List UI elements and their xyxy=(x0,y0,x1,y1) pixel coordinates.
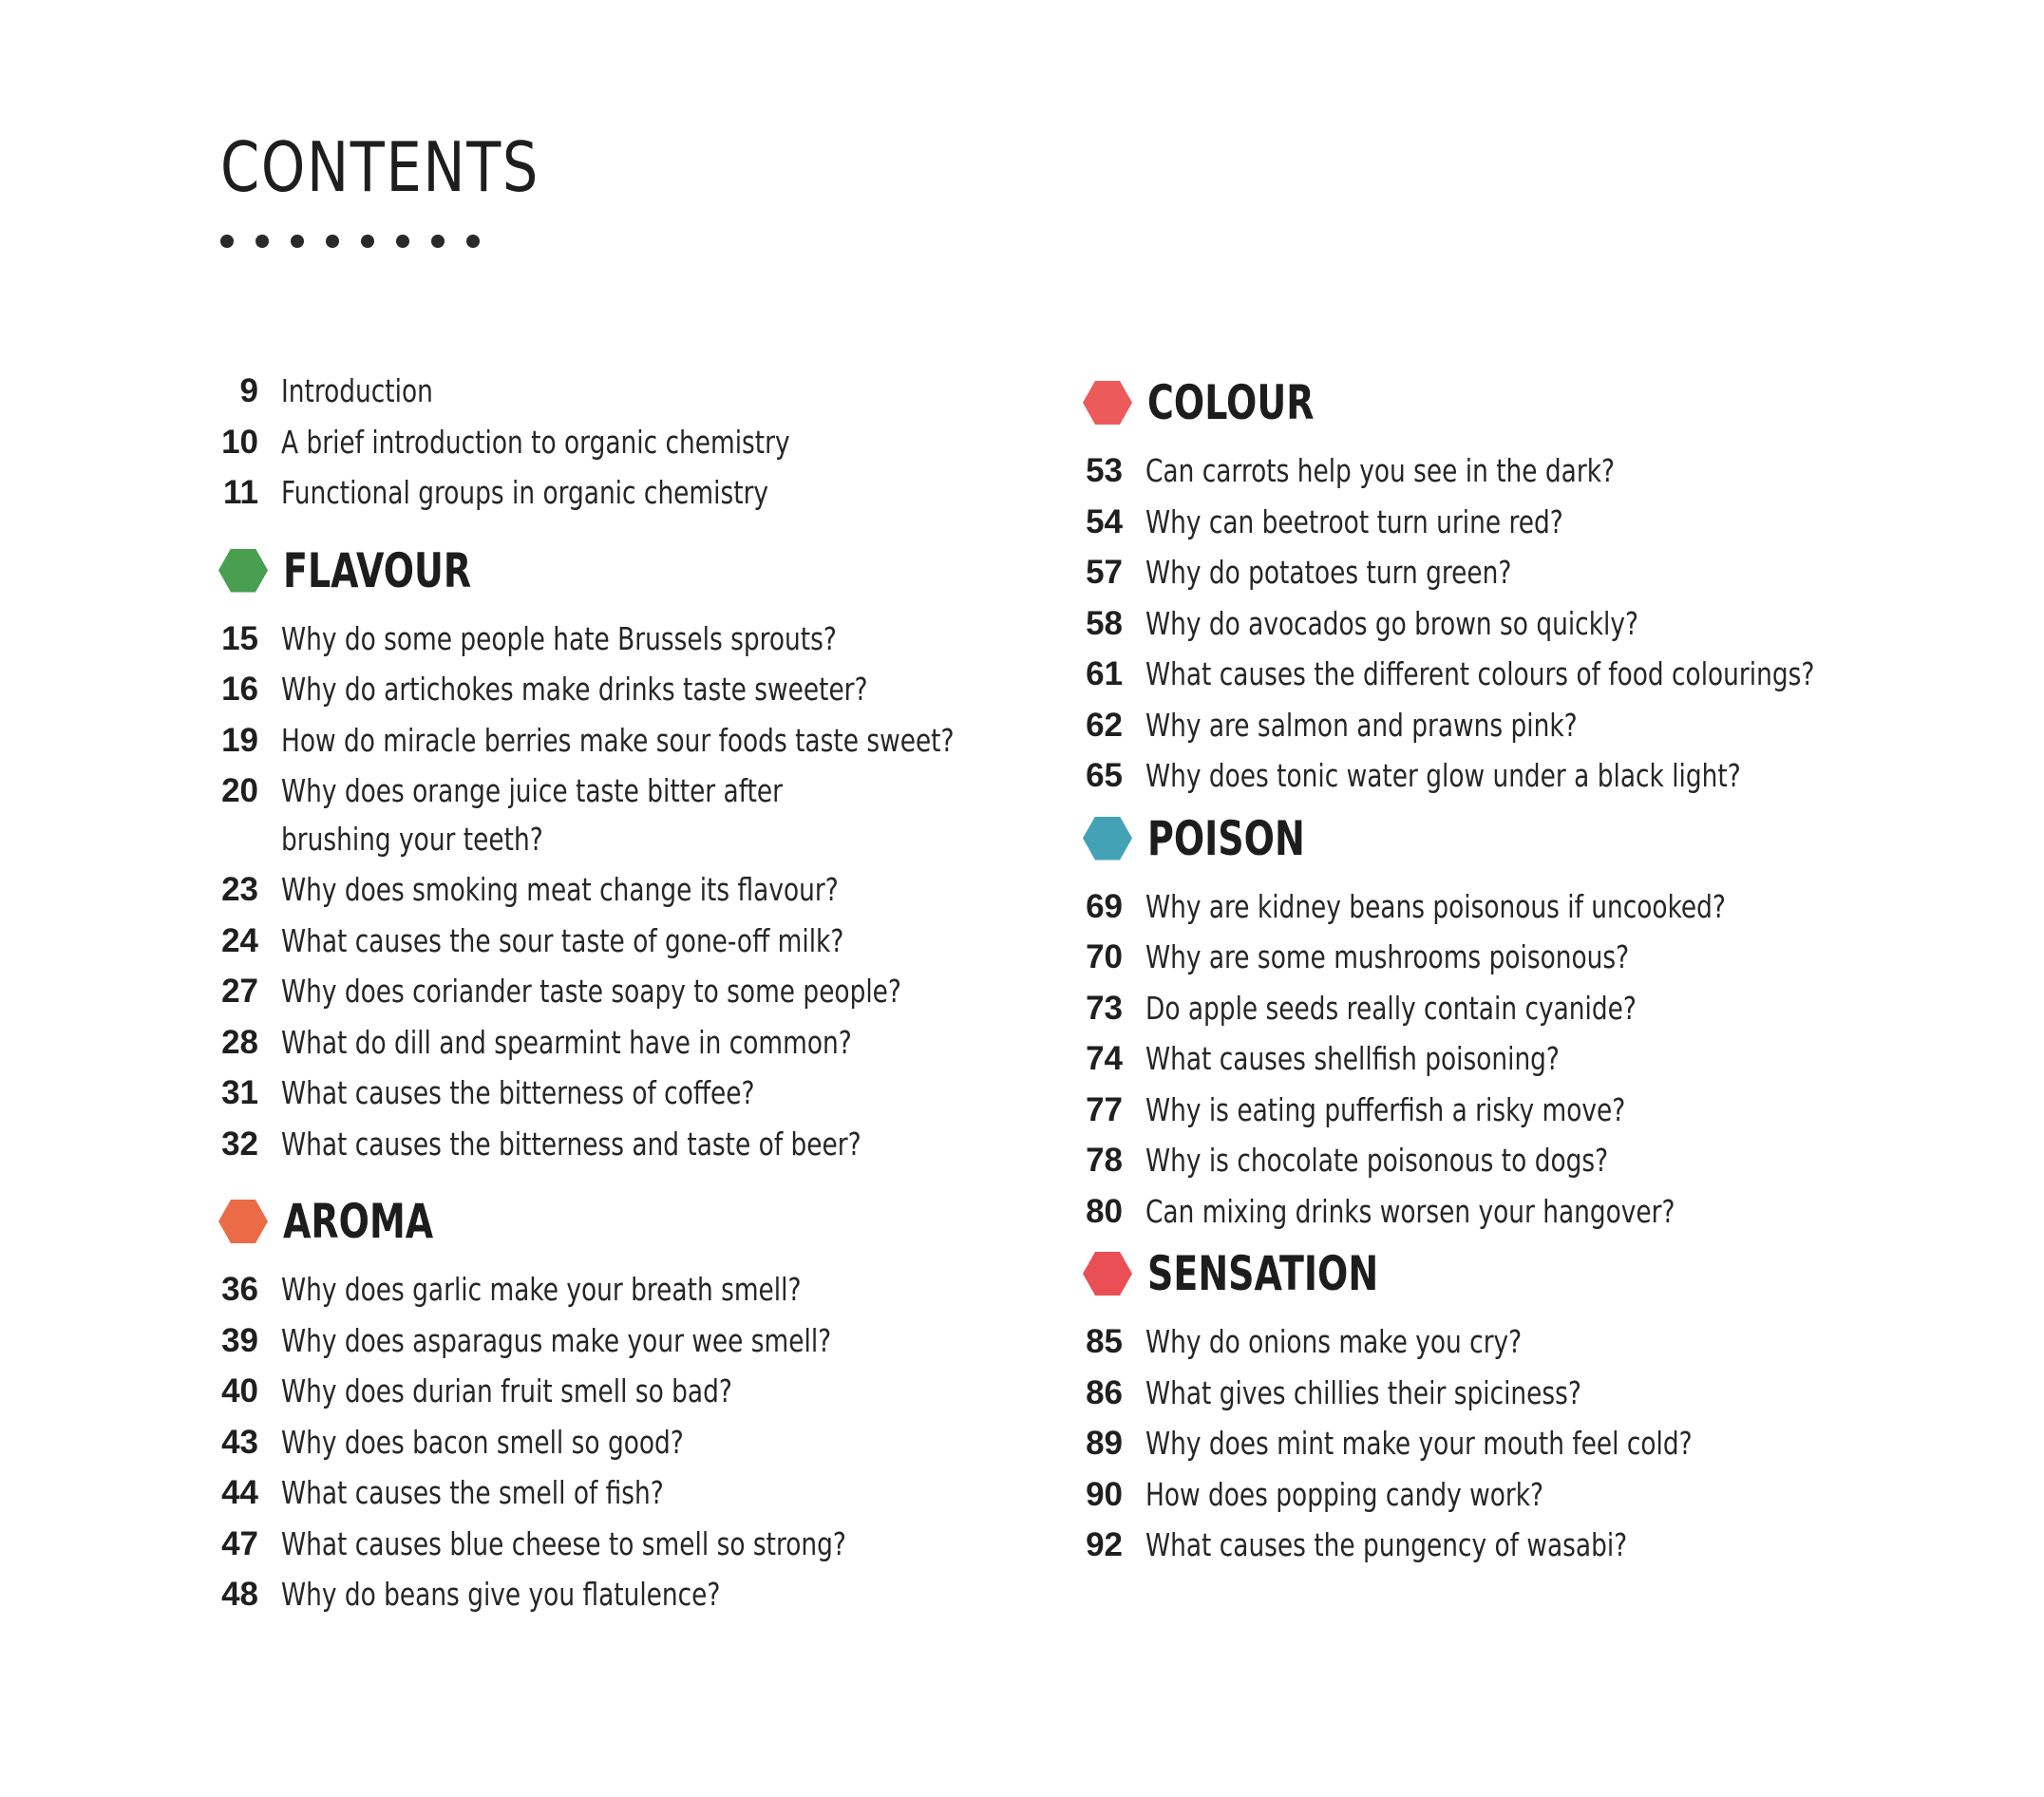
entry-title: Why do avocados go brown so quickly? xyxy=(1145,604,1638,642)
page-number: 57 xyxy=(1086,554,1123,591)
page-number: 61 xyxy=(1086,655,1123,692)
section-title: POISON xyxy=(1147,810,1305,866)
hexagon-icon xyxy=(1083,381,1132,425)
toc-entry[interactable] xyxy=(1083,650,1900,701)
page-number: 85 xyxy=(1086,1323,1123,1360)
section-colour xyxy=(1083,367,1900,803)
toc-entry[interactable] xyxy=(218,367,1026,418)
toc-entry[interactable] xyxy=(218,615,1026,666)
entry-title: Introduction xyxy=(281,372,433,409)
page-number: 23 xyxy=(221,871,258,908)
toc-entry[interactable] xyxy=(218,418,1026,469)
page-number: 28 xyxy=(221,1023,258,1061)
page-number: 15 xyxy=(221,619,258,657)
toc-entry[interactable] xyxy=(218,865,1026,917)
page-number: 74 xyxy=(1086,1040,1123,1077)
toc-entry[interactable] xyxy=(1083,1521,1900,1572)
toc-entry[interactable] xyxy=(218,665,1026,716)
toc-entry[interactable] xyxy=(1083,882,1900,934)
entry-title: Why are kidney beans poisonous if uncooked? xyxy=(1145,887,1726,925)
section-title: COLOUR xyxy=(1147,375,1315,430)
section-title: AROMA xyxy=(283,1194,434,1249)
toc-entry[interactable] xyxy=(1083,1470,1900,1522)
entry-title: A brief introduction to organic chemistry xyxy=(281,423,790,461)
page-number: 90 xyxy=(1086,1475,1123,1513)
hexagon-icon xyxy=(218,1200,268,1243)
toc-entry[interactable] xyxy=(218,1069,1026,1120)
page-number: 31 xyxy=(221,1074,258,1111)
entry-title: Why does asparagus make your wee smell? xyxy=(281,1321,832,1359)
toc-entry[interactable] xyxy=(218,468,1026,520)
entry-title: What causes the different colours of food colourings? xyxy=(1145,655,1815,692)
page-number: 36 xyxy=(221,1271,258,1308)
entry-title: Why do beans give you flatulence? xyxy=(281,1576,721,1613)
section-title: SENSATION xyxy=(1147,1246,1379,1301)
page-number: 39 xyxy=(221,1321,258,1359)
page-number: 69 xyxy=(1086,887,1123,925)
entry-title: Why does orange juice taste bitter after brushing your teeth? xyxy=(281,772,784,858)
section-sensation xyxy=(1083,1238,1900,1572)
page-number: 11 xyxy=(223,474,258,511)
toc-entry[interactable] xyxy=(1083,599,1900,651)
hexagon-icon xyxy=(1083,817,1132,861)
page-number: 58 xyxy=(1086,604,1123,642)
page-number: 77 xyxy=(1086,1090,1123,1128)
toc-entry[interactable] xyxy=(1083,1136,1900,1187)
section-flavour xyxy=(218,535,1026,1171)
entry-title: What causes the pungency of wasabi? xyxy=(1145,1526,1628,1563)
toc-entry[interactable] xyxy=(218,1120,1026,1171)
hexagon-icon xyxy=(1083,1252,1132,1296)
page-number: 53 xyxy=(1086,452,1123,489)
entry-title: What causes shellfish poisoning? xyxy=(1145,1040,1560,1077)
toc-entry[interactable] xyxy=(1083,1187,1900,1239)
entry-title: Why does mint make your mouth feel cold? xyxy=(1145,1425,1693,1462)
entry-title: Why does bacon smell so good? xyxy=(281,1423,684,1461)
toc-entry[interactable] xyxy=(1083,1317,1900,1369)
page-number: 54 xyxy=(1086,502,1123,540)
entry-title: What causes the smell of fish? xyxy=(281,1474,664,1511)
page-number: 19 xyxy=(221,721,258,759)
title-dot-divider xyxy=(220,235,480,248)
page-number: 9 xyxy=(239,372,258,409)
toc-entry[interactable] xyxy=(218,967,1026,1018)
page-number: 80 xyxy=(1086,1192,1123,1230)
entry-title: Why does smoking meat change its flavour? xyxy=(281,871,839,908)
section-poison xyxy=(1083,803,1900,1239)
toc-entry[interactable] xyxy=(218,1018,1026,1069)
toc-entry[interactable] xyxy=(218,1367,1026,1418)
entry-title: Why do some people hate Brussels sprouts? xyxy=(281,619,837,657)
entry-title: Why do potatoes turn green? xyxy=(1145,554,1512,591)
toc-entry[interactable] xyxy=(1083,498,1900,549)
page-number: 32 xyxy=(221,1125,258,1163)
hexagon-icon xyxy=(218,549,268,593)
section-heading-colour[interactable] xyxy=(1083,367,1900,439)
contents-column-right xyxy=(1083,367,1900,1572)
entry-title: What do dill and spearmint have in common? xyxy=(281,1023,852,1061)
toc-entry[interactable] xyxy=(218,1520,1026,1571)
page-number: 86 xyxy=(1086,1373,1123,1411)
section-heading-poison[interactable] xyxy=(1083,803,1900,875)
page-number: 40 xyxy=(221,1372,258,1409)
page-number: 10 xyxy=(221,423,258,461)
entry-title: Why is chocolate poisonous to dogs? xyxy=(1145,1142,1609,1179)
toc-entry[interactable] xyxy=(1083,1034,1900,1086)
page-number: 70 xyxy=(1086,938,1123,975)
entry-title: Why can beetroot turn urine red? xyxy=(1145,502,1563,540)
toc-entry[interactable] xyxy=(1083,984,1900,1035)
page-title: CONTENTS xyxy=(220,127,540,207)
entry-title: What causes blue cheese to smell so strong? xyxy=(281,1524,846,1562)
page-number: 44 xyxy=(221,1474,258,1511)
toc-entry[interactable] xyxy=(1083,701,1900,752)
entry-title: What causes the bitterness of coffee? xyxy=(281,1074,755,1111)
page-number: 16 xyxy=(221,671,258,708)
page-number: 24 xyxy=(221,921,258,959)
section-aroma xyxy=(218,1185,1026,1621)
toc-entry[interactable] xyxy=(1083,548,1900,599)
page-number: 92 xyxy=(1086,1526,1123,1563)
page-number: 65 xyxy=(1086,757,1123,794)
toc-entry[interactable] xyxy=(218,1316,1026,1368)
toc-entry[interactable] xyxy=(218,1468,1026,1520)
entry-title: Why are some mushrooms poisonous? xyxy=(1145,938,1630,975)
entry-title: What gives chillies their spiciness? xyxy=(1145,1373,1581,1411)
page-number: 43 xyxy=(221,1423,258,1461)
entry-title: Why does coriander taste soapy to some people? xyxy=(281,973,901,1010)
section-heading-flavour[interactable] xyxy=(218,535,1026,607)
page-number: 27 xyxy=(221,973,258,1010)
page-number: 73 xyxy=(1086,989,1123,1027)
contents-column-left xyxy=(218,367,1026,1621)
entry-title: How do miracle berries make sour foods taste sweet? xyxy=(281,721,955,759)
page-number: 89 xyxy=(1086,1425,1123,1462)
toc-entry[interactable] xyxy=(1083,1369,1900,1420)
entry-title: Can mixing drinks worsen your hangover? xyxy=(1145,1192,1675,1230)
toc-entry[interactable] xyxy=(218,1570,1026,1621)
entry-title: Can carrots help you see in the dark? xyxy=(1145,452,1615,489)
page-number: 47 xyxy=(221,1524,258,1562)
section-heading-aroma[interactable] xyxy=(218,1185,1026,1258)
toc-entry[interactable] xyxy=(1083,933,1900,984)
entry-title: Functional groups in organic chemistry xyxy=(281,474,769,511)
page-number: 48 xyxy=(221,1576,258,1613)
front-matter-list xyxy=(218,367,1026,520)
entry-title: Do apple seeds really contain cyanide? xyxy=(1145,989,1637,1027)
toc-entry[interactable] xyxy=(218,1265,1026,1316)
entry-title: Why do artichokes make drinks taste sweeter? xyxy=(281,671,868,708)
toc-entry[interactable] xyxy=(218,1418,1026,1469)
page-number: 62 xyxy=(1086,706,1123,744)
entry-title: What causes the bitterness and taste of beer? xyxy=(281,1125,861,1163)
entry-title: Why are salmon and prawns pink? xyxy=(1145,706,1578,744)
page-number: 20 xyxy=(221,772,258,809)
toc-entry[interactable] xyxy=(218,766,1026,865)
entry-title: How does popping candy work? xyxy=(1145,1475,1544,1513)
entry-title: Why is eating pufferfish a risky move? xyxy=(1145,1090,1626,1128)
entry-title: What causes the sour taste of gone-off milk? xyxy=(281,921,844,959)
toc-entry[interactable] xyxy=(1083,751,1900,803)
toc-entry[interactable] xyxy=(218,917,1026,968)
toc-entry[interactable] xyxy=(1083,1419,1900,1470)
entry-title: Why does tonic water glow under a black light? xyxy=(1145,757,1741,794)
entry-title: Why does garlic make your breath smell? xyxy=(281,1271,802,1308)
toc-entry[interactable] xyxy=(1083,1086,1900,1137)
page-number: 78 xyxy=(1086,1142,1123,1179)
toc-entry[interactable] xyxy=(1083,446,1900,498)
toc-entry[interactable] xyxy=(218,716,1026,767)
entry-title: Why does durian fruit smell so bad? xyxy=(281,1372,732,1409)
section-title: FLAVOUR xyxy=(283,542,472,598)
section-heading-sensation[interactable] xyxy=(1083,1238,1900,1310)
entry-title: Why do onions make you cry? xyxy=(1145,1323,1523,1360)
